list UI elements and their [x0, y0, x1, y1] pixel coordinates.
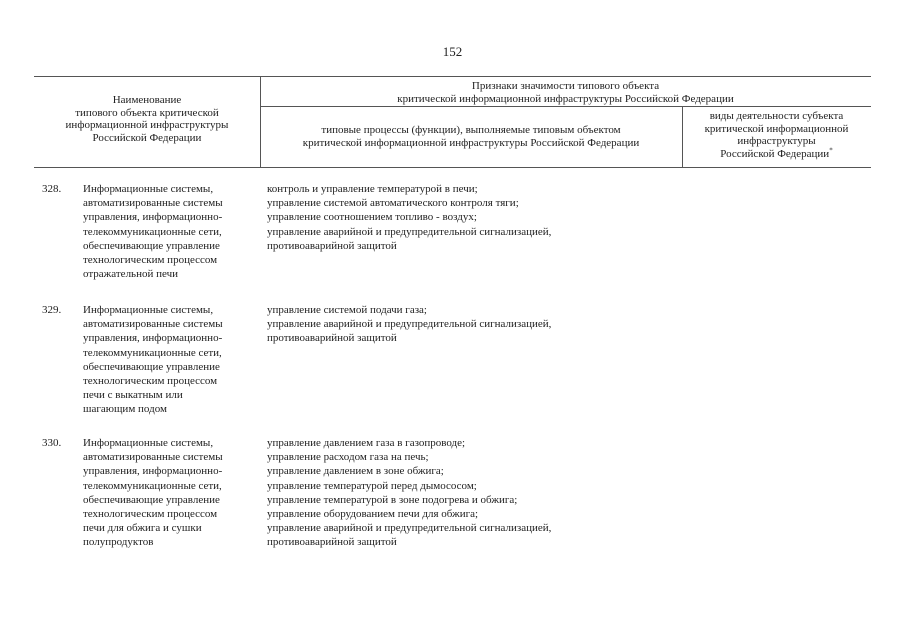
process-functions	[267, 303, 687, 346]
function-line: управление давлением газа в газопроводе;	[267, 437, 466, 449]
name-line: печи для обжига и сушки	[83, 522, 202, 535]
name-line: автоматизированные системы	[83, 451, 223, 464]
function-line: управление соотношением топливо - воздух;	[267, 211, 477, 224]
header-line: Наименование	[112, 94, 182, 106]
name-line: управления, информационно-	[83, 211, 223, 224]
page-number: 152	[442, 44, 463, 59]
name-line: технологическим процессом	[83, 375, 218, 388]
row-number: 328.	[42, 183, 62, 195]
function-line: управление аварийной и предупредительной сигнализацией,	[267, 225, 552, 238]
table-top-rule	[34, 76, 871, 77]
function-line: противоаварийной защитой	[267, 332, 397, 345]
header-line: Признаки значимости типового объекта	[471, 80, 660, 92]
function-line: управление системой автоматического контроля тяги;	[267, 197, 519, 210]
group-header-rule	[260, 106, 871, 107]
name-line: печи с выкатным или	[83, 389, 183, 402]
object-name	[83, 436, 268, 550]
name-line: автоматизированные системы	[83, 318, 223, 331]
header-line: типового объекта критической	[75, 106, 219, 119]
header-line-text: Российской Федерации	[720, 147, 830, 160]
header-bottom-rule	[34, 167, 871, 168]
function-line: управление расходом газа на печь;	[267, 451, 429, 464]
function-line: управление оборудованием печи для обжига;	[267, 508, 479, 521]
header-line: критической информационной	[704, 122, 849, 135]
name-line: автоматизированные системы	[83, 197, 223, 210]
header-line: Российской Федерации	[92, 131, 202, 144]
header-line: типовые процессы (функции), выполняемые типовым объектом	[321, 124, 621, 136]
function-line: управление температурой перед дымососом;	[267, 479, 477, 492]
footnote-mark: *	[829, 145, 833, 154]
function-line: противоаварийной защитой	[267, 239, 397, 252]
name-line: обеспечивающие управление	[83, 360, 220, 373]
name-line: Информационные системы,	[83, 183, 214, 195]
name-line: телекоммуникационные сети,	[83, 479, 222, 492]
function-line: управление давлением в зоне обжига;	[267, 465, 444, 478]
header-significance-group	[260, 80, 871, 105]
name-line: обеспечивающие управление	[83, 493, 220, 506]
function-line: управление аварийной и предупредительной сигнализацией,	[267, 522, 552, 535]
name-line: Информационные системы,	[83, 304, 214, 316]
header-activity-types	[682, 110, 871, 160]
header-line: критической информационной инфраструктуры Российской Федерации	[397, 92, 734, 105]
process-functions	[267, 182, 687, 253]
object-name	[83, 182, 268, 281]
function-line: контроль и управление температурой в печи;	[267, 183, 478, 195]
process-functions	[267, 436, 687, 550]
object-name	[83, 303, 268, 417]
name-line: отражательной печи	[83, 268, 179, 281]
function-line: управление температурой в зоне подогрева и обжига;	[267, 493, 518, 506]
function-line: противоаварийной защитой	[267, 536, 397, 549]
header-line: инфраструктуры	[737, 135, 816, 147]
name-line: технологическим процессом	[83, 254, 218, 267]
header-line: виды деятельности субъекта	[709, 110, 844, 122]
header-line: критической информационной инфраструктуры Российской Федерации	[302, 136, 640, 149]
name-line: обеспечивающие управление	[83, 239, 220, 252]
name-line: управления, информационно-	[83, 465, 223, 478]
row-number: 329.	[42, 304, 62, 316]
header-typical-processes	[260, 124, 682, 149]
function-line: управление системой подачи газа;	[267, 304, 427, 316]
name-line: телекоммуникационные сети,	[83, 346, 222, 359]
header-object-name	[34, 94, 260, 144]
name-line: Информационные системы,	[83, 437, 214, 449]
name-line: шагающим подом	[83, 403, 167, 416]
function-line: управление аварийной и предупредительной сигнализацией,	[267, 318, 552, 331]
name-line: полупродуктов	[83, 536, 154, 549]
header-line: информационной инфраструктуры	[65, 119, 229, 131]
name-line: технологическим процессом	[83, 508, 218, 521]
row-number: 330.	[42, 437, 62, 449]
name-line: управления, информационно-	[83, 332, 223, 345]
name-line: телекоммуникационные сети,	[83, 225, 222, 238]
header-line	[682, 145, 871, 161]
